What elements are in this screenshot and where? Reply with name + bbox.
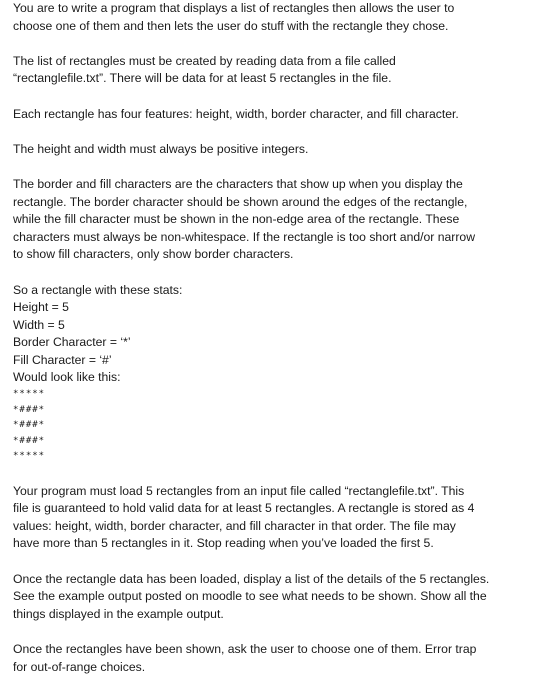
paragraph-features: Each rectangle has four features: height, width, border character, and fill character. — [13, 106, 459, 121]
document-body — [13, 0, 533, 676]
paragraph-dimensions: The height and width must always be positive integers. — [13, 141, 309, 156]
paragraph-display: Once the rectangle data has been loaded, display a list of the details of the 5 rectangles. See the example output posted on moodle to see what needs to be shown. Show all the things displayed in the example output. — [13, 571, 490, 621]
paragraph-load: Your program must load 5 rectangles from an input file called “rectanglefile.txt”. This file is guaranteed to hold valid data for at least 5 rectangles. A rectangle is stored as 4 values: height, width, border character, and fill character in that order. The file may have more than 5 rectangles in it. Stop reading when you’ve loaded the first 5. — [13, 483, 475, 551]
paragraph-characters: The border and fill characters are the characters that show up when you display the rectangle. The border character should be shown around the edges of the rectangle, while the fill character must be shown in the non-edge area of the rectangle. These characters must always be non-whitespace. If the rectangle is too short and/or narrow to show fill characters, only show border characters. — [13, 176, 476, 262]
paragraph-intro: You are to write a program that displays a list of rectangles then allows the user to choose one of them and then lets the user do stuff with the rectangle they chose. — [13, 1, 455, 33]
paragraph-file-requirement: The list of rectangles must be created by reading data from a file called “rectanglefile.txt”. There will be data for at least 5 rectangles in the file. — [13, 53, 396, 86]
paragraph-example-stats: So a rectangle with these stats: Height = 5 Width = 5 Border Character = ‘*’ Fill Character = ‘#’ Would look like this: — [13, 282, 183, 385]
example-rectangle: ***** *###* *###* *###* ***** — [13, 389, 46, 462]
paragraph-choose: Once the rectangles have been shown, ask the user to choose one of them. Error trap for out-of-range choices. — [13, 641, 477, 674]
